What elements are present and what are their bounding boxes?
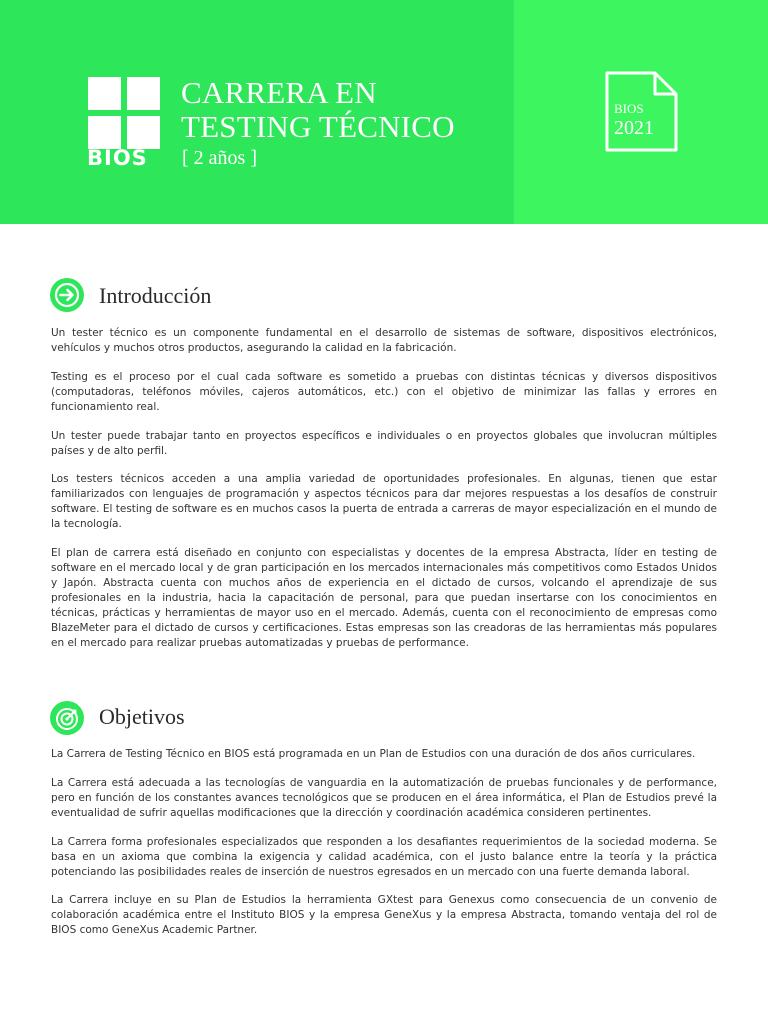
section-title-introduccion: Introducción [99, 283, 212, 308]
duration-label: [ 2 años ] [182, 147, 257, 169]
logo-square [88, 116, 121, 149]
intro-paragraph: El plan de carrera está diseñado en conjunto con especialistas y docentes de la empresa Abstracta, líder en testing de software en el mercado local y de gran participación en los mercados internacionales más competitivos como Estados Unidos y Japón. Abstracta cuenta con muchos años de experiencia en el dictado de cursos, volcando el aprendizaje de sus profesionales en la industria, hacia la capacitación de personal, para que puedan insertarse con los conocimientos en técnicas, prácticas y herramientas de mayor uso en el mercado. Además, cuenta con el reconocimiento de empresas como BlazeMeter para el dictado de cursos y certificaciones. Estas empresas son las creadoras de las herramientas más populares en el mercado para realizar pruebas automatizadas y pruebas de performance. [51, 547, 717, 649]
intro-paragraph: Un tester puede trabajar tanto en proyectos específicos e individuales o en proyectos globales que involucran múltiples países y de alto perfil. [51, 430, 717, 457]
page-title-line2: TESTING TÉCNICO [181, 109, 455, 144]
page-title [181, 76, 455, 144]
logo-square [127, 77, 160, 110]
arrow-right-icon [50, 278, 84, 312]
intro-paragraph: Un tester técnico es un componente fundamental en el desarrollo de sistemas de software, dispositivos electrónicos, vehículos y muchos otros productos, asegurando la calidad en la fabricación. [51, 327, 717, 354]
document-year: 2021 [614, 117, 654, 139]
target-icon [50, 701, 84, 735]
section-title-objetivos: Objetivos [99, 704, 185, 729]
logo-square [88, 77, 121, 110]
intro-paragraph: Los testers técnicos acceden a una amplia variedad de oportunidades profesionales. En algunas, tienen que estar familiarizados con lenguajes de programación y aspectos técnicos para dar mejores respuestas a los desafíos de construir software. El testing de software es en muchos casos la puerta de entrada a carreras de mayor especialización en el mundo de la tecnología. [51, 473, 717, 530]
document-label: BIOS [614, 101, 644, 116]
bios-logo [87, 77, 160, 170]
logo-square [127, 116, 160, 149]
objetivos-paragraph: La Carrera de Testing Técnico en BIOS está programada en un Plan de Estudios con una duración de dos años curriculares. [51, 748, 696, 760]
intro-paragraph: Testing es el proceso por el cual cada software es sometido a pruebas con distintas técnicas y diversos dispositivos (computadoras, teléfonos móviles, cajeros automáticos, etc.) con el objetivo de minimizar las fallas y errores en funcionamiento real. [51, 371, 717, 413]
objetivos-paragraph: La Carrera forma profesionales especializados que responden a los desafiantes requerimientos de la sociedad moderna. Se basa en un axioma que combina la exigencia y calidad académica, con el justo balance entre la teoría y la práctica potenciando las posibilidades reales de inserción de nuestros egresados en un mercado con una fuerte demanda laboral. [51, 836, 717, 878]
page-title-line1: CARRERA EN [181, 75, 377, 110]
objetivos-paragraph: La Carrera está adecuada a las tecnologías de vanguardia en la automatización de pruebas funcionales y de performance, pero en función de los constantes avances tecnológicos que se producen en el área informática, el Plan de Estudios prevé la eventualidad de sufrir aquellas modificaciones que la dirección y coordinación académica consideren pertinentes. [51, 777, 717, 819]
objetivos-paragraph: La Carrera incluye en su Plan de Estudios la herramienta GXtest para Genexus como consecuencia de un convenio de colaboración académica entre el Instituto BIOS y la empresa GeneXus y la empresa Abstracta, tomando ventaja del rol de BIOS como GeneXus Academic Partner. [51, 894, 717, 936]
logo-text: BIOS [87, 146, 148, 170]
